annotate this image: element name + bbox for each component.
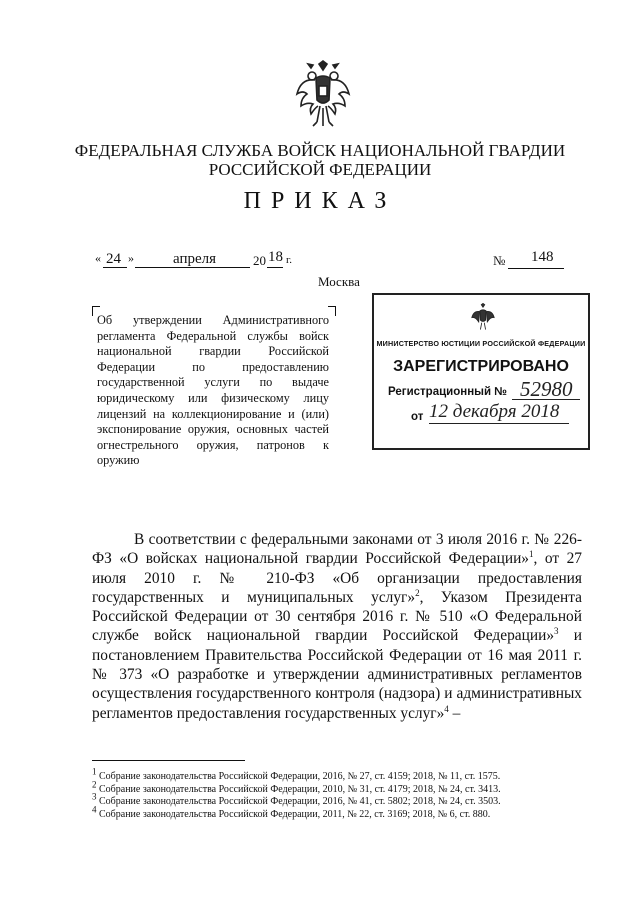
order-day: 24 <box>106 251 121 267</box>
order-number: 148 <box>531 249 554 265</box>
agency-name-line1: ФЕДЕРАЛЬНАЯ СЛУЖБА ВОЙСК НАЦИОНАЛЬНОЙ ГВАРДИИ <box>74 141 566 160</box>
day-underline <box>103 267 127 268</box>
footnote-ref-3: 3 <box>554 626 559 637</box>
city: Москва <box>318 274 360 289</box>
reg-number-underline <box>512 399 580 400</box>
footnote-number: 3 <box>92 792 97 803</box>
preamble <box>92 530 582 723</box>
russian-emblem-icon <box>293 60 353 130</box>
stamp-emblem-icon <box>470 303 496 333</box>
year-underline <box>267 267 283 268</box>
preamble-text: – <box>448 704 461 722</box>
registration-stamp <box>372 293 590 450</box>
footnote-ref-2: 2 <box>415 587 420 598</box>
year-prefix: 20 <box>253 253 266 268</box>
footnote-text: Собрание законодательства Российской Федерации, 2016, № 27, ст. 4159; 2018, № 11, ст. 1575. <box>99 771 501 782</box>
agency-name-line2: РОССИЙСКОЙ ФЕДЕРАЦИИ <box>208 160 432 179</box>
quote-close: » <box>128 251 134 265</box>
preamble-text: , от 27 июля 2010 г. № 210-ФЗ «Об организации предоставления государственных и муниципальных услуг» <box>92 550 583 606</box>
reg-date-underline <box>429 423 569 424</box>
footnotes <box>92 766 592 822</box>
stamp-reg-label: Регистрационный № <box>388 386 508 398</box>
stamp-date-label: от <box>411 411 424 423</box>
preamble-text: В соответствии с федеральными законами от 3 июля 2016 г. № 226-ФЗ «О войсках национальной гвардии Российской Федерации» <box>92 531 582 568</box>
stamp-status: ЗАРЕГИСТРИРОВАНО <box>393 358 569 375</box>
footnote-number: 2 <box>92 779 97 790</box>
number-label: № <box>493 253 506 268</box>
footnote <box>92 766 592 784</box>
quote-open: « <box>95 251 101 265</box>
preamble-text: , Указом Президента Российской Федерации от 30 сентября 2016 г. № 510 «О Федеральной службе войск национальной гвардии Российской Федерации» <box>92 588 582 645</box>
order-date <box>95 251 315 273</box>
year-suffix: 18 <box>268 249 283 265</box>
footnote-text: Собрание законодательства Российской Федерации, 2010, № 31, ст. 4179; 2018, № 24, ст. 3413. <box>99 783 501 795</box>
stamp-ministry: МИНИСТЕРСТВО ЮСТИЦИИ РОССИЙСКОЙ ФЕДЕРАЦИИ <box>376 339 586 348</box>
footnote-separator <box>92 760 245 761</box>
footnote <box>92 804 592 822</box>
document-type-title: ПРИКАЗ <box>243 188 397 214</box>
footnote <box>92 792 592 809</box>
footnote <box>92 779 592 797</box>
footnote-text: Собрание законодательства Российской Федерации, 2011, № 22, ст. 3169; 2018, № 6, ст. 880. <box>99 809 491 821</box>
order-month: апреля <box>173 251 217 267</box>
footnote-ref-1: 1 <box>529 549 534 560</box>
number-underline <box>508 268 564 269</box>
month-underline <box>135 267 250 268</box>
stamp-date-handwritten: 12 декабря 2018 <box>429 401 560 422</box>
year-abbr: г. <box>286 254 293 266</box>
footnote-ref-4: 4 <box>444 703 449 714</box>
preamble-text: и постановлением Правительства Российской Федерации от 16 мая 2011 г. № 373 «О разработке и утверждении административных регламентов осуществления государственного контроля (надзора) и административных регламентов предоставления государственных услуг» <box>92 627 582 722</box>
footnote-number: 1 <box>92 766 97 777</box>
order-subject: Об утверждении Административного регламента Федеральной службы войск национальной гвардии Российской Федерации по предоставлению государственной услуги по выдаче юридическому или физическому лицу лицензий на коллекционирование и (или) экспонирование оружия, основных частей огнестрельного оружия, патронов к оружию <box>97 313 329 468</box>
footnote-text: Собрание законодательства Российской Федерации, 2016, № 41, ст. 5802; 2018, № 24, ст. 3503. <box>99 796 501 808</box>
stamp-reg-number: 52980 <box>520 377 573 401</box>
footnote-number: 4 <box>92 804 97 815</box>
preamble-paragraph <box>92 530 582 723</box>
subject-bracket-right <box>328 306 336 316</box>
